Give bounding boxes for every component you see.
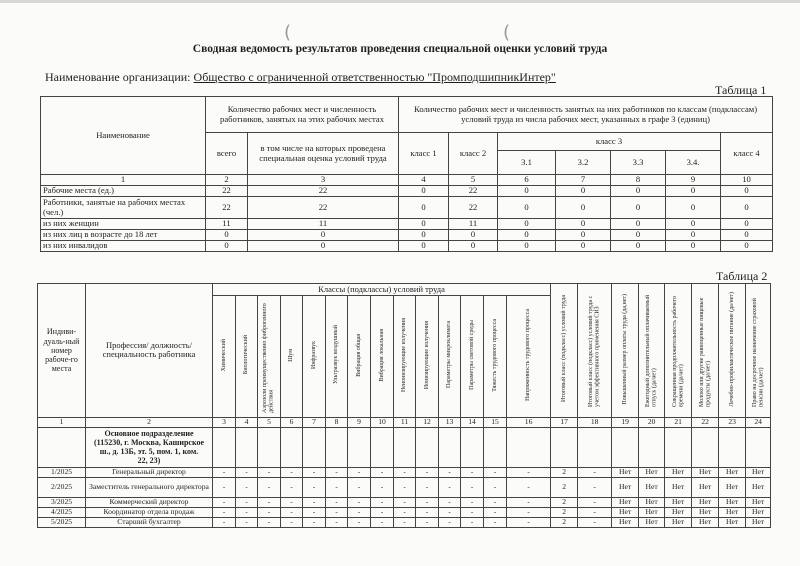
guarantee-value: Нет — [639, 517, 665, 527]
col-num: 3 — [248, 175, 399, 186]
factor-class: - — [213, 467, 236, 477]
factor-class: - — [394, 507, 416, 517]
row-name: из них инвалидов — [41, 241, 206, 252]
scan-edge — [0, 0, 800, 3]
header-class-3-2: 3.2 — [556, 151, 611, 175]
col-num: 4 — [236, 417, 258, 427]
factor-class: - — [236, 507, 258, 517]
factor-class: - — [326, 477, 348, 497]
cell: 0 — [248, 230, 399, 241]
factor-class: - — [461, 467, 484, 477]
factor-class: - — [507, 517, 551, 527]
guarantee-value: Нет — [612, 467, 639, 477]
col-num: 6 — [498, 175, 556, 186]
factor-class: - — [236, 517, 258, 527]
cell: 0 — [498, 230, 556, 241]
final-class-siz: - — [578, 517, 612, 527]
table-row — [38, 467, 771, 477]
cell: 0 — [721, 230, 773, 241]
col-num: 18 — [578, 417, 612, 427]
header-class2: класс 2 — [449, 133, 498, 175]
factor-class: - — [439, 497, 461, 507]
cell: 0 — [611, 219, 666, 230]
row-name: из них лиц в возрасте до 18 лет — [41, 230, 206, 241]
col-num: 9 — [348, 417, 371, 427]
header-classes-group: Классы (подклассы) условий труда — [213, 284, 551, 296]
factor-class: - — [236, 477, 258, 497]
header-profession: Профессия/ должность/ специальность работника — [86, 284, 213, 418]
factor-class: - — [507, 477, 551, 497]
header-class4: класс 4 — [721, 133, 773, 175]
cell: 0 — [556, 197, 611, 219]
guarantee-value: Нет — [665, 507, 692, 517]
header-factor: Шум — [281, 296, 303, 418]
cell: 0 — [666, 230, 721, 241]
col-num: 14 — [461, 417, 484, 427]
workplace-id: 1/2025 — [38, 467, 86, 477]
cell: 0 — [498, 219, 556, 230]
header-workplace-id: Индиви-дуаль-ный номер рабоче-го места — [38, 284, 86, 418]
factor-class: - — [281, 467, 303, 477]
factor-class: - — [371, 497, 394, 507]
factor-class: - — [371, 517, 394, 527]
table-row — [38, 477, 771, 497]
cell: 0 — [399, 197, 449, 219]
col-num: 1 — [41, 175, 206, 186]
factor-class: - — [326, 517, 348, 527]
guarantee-value: Нет — [612, 517, 639, 527]
column-number-row — [41, 175, 773, 186]
header-factor: Вибрация общая — [348, 296, 371, 418]
cell: 0 — [206, 230, 248, 241]
col-num: 13 — [439, 417, 461, 427]
guarantee-value: Нет — [746, 467, 771, 477]
guarantee-value: Нет — [612, 477, 639, 497]
factor-class: - — [348, 507, 371, 517]
final-class-siz: - — [578, 497, 612, 507]
col-num: 5 — [449, 175, 498, 186]
factor-class: - — [371, 467, 394, 477]
header-factor: Химический — [213, 296, 236, 418]
factor-class: - — [348, 497, 371, 507]
guarantee-value: Нет — [746, 507, 771, 517]
cell: 22 — [248, 197, 399, 219]
table-row — [38, 497, 771, 507]
col-num: 24 — [746, 417, 771, 427]
guarantee-value: Нет — [746, 477, 771, 497]
row-name: из них женщин — [41, 219, 206, 230]
factor-class: - — [507, 497, 551, 507]
header-factor: Параметры микроклимата — [439, 296, 461, 418]
factor-class: - — [258, 507, 281, 517]
profession: Коммерческий директор — [86, 497, 213, 507]
table-row — [41, 186, 773, 197]
cell: 0 — [399, 230, 449, 241]
col-num: 12 — [416, 417, 439, 427]
header-assessed: в том числе на которых проведена специальная оценка условий труда — [248, 133, 399, 175]
profession: Старший бухгалтер — [86, 517, 213, 527]
table1-label: Таблица 1 — [715, 83, 767, 97]
header-class-3-1: 3.1 — [498, 151, 556, 175]
col-num: 2 — [206, 175, 248, 186]
final-class-siz: - — [578, 477, 612, 497]
header-factor: Ультразвук воздушный — [326, 296, 348, 418]
factor-class: - — [394, 477, 416, 497]
col-num: 7 — [303, 417, 326, 427]
cell: 0 — [498, 197, 556, 219]
table2-label: Таблица 2 — [716, 269, 768, 283]
header-factor: Биологический — [236, 296, 258, 418]
col-num: 23 — [719, 417, 746, 427]
col-num: 8 — [611, 175, 666, 186]
factor-class: - — [461, 477, 484, 497]
factor-class: - — [507, 467, 551, 477]
col-num: 9 — [666, 175, 721, 186]
cell: 0 — [721, 241, 773, 252]
cell: 0 — [449, 230, 498, 241]
factor-class: - — [416, 507, 439, 517]
factor-class: - — [303, 517, 326, 527]
col-num: 8 — [326, 417, 348, 427]
guarantee-value: Нет — [692, 467, 719, 477]
workplace-table — [37, 283, 771, 528]
factor-class: - — [484, 497, 507, 507]
guarantee-value: Нет — [665, 497, 692, 507]
cell: 0 — [449, 241, 498, 252]
header-final-class-siz: Итоговый класс (подкласс) условий труда с учетом эффективного применения СИЗ — [578, 284, 612, 418]
profession: Генеральный директор — [86, 467, 213, 477]
factor-class: - — [326, 467, 348, 477]
header-classes-group: Количество рабочих мест и численность занятых на них работников по классам (подклассам) условий труда из числа рабочих мест, указанных в графе 3 (единиц) — [399, 97, 773, 133]
factor-class: - — [348, 467, 371, 477]
factor-class: - — [303, 477, 326, 497]
header-factor: Напряженность трудового процесса — [507, 296, 551, 418]
factor-class: - — [439, 507, 461, 517]
row-name: Рабочие места (ед.) — [41, 186, 206, 197]
cell: 0 — [556, 219, 611, 230]
workplace-id: 3/2025 — [38, 497, 86, 507]
factor-class: - — [394, 467, 416, 477]
guarantee-value: Нет — [665, 517, 692, 527]
table-row — [41, 230, 773, 241]
factor-class: - — [507, 507, 551, 517]
table-row — [38, 507, 771, 517]
factor-class: - — [371, 477, 394, 497]
guarantee-value: Нет — [692, 507, 719, 517]
col-num: 7 — [556, 175, 611, 186]
cell: 0 — [611, 241, 666, 252]
cell: 11 — [449, 219, 498, 230]
org-label: Наименование организации: — [45, 70, 191, 84]
section-row — [38, 427, 771, 467]
col-num: 10 — [371, 417, 394, 427]
cell: 0 — [399, 186, 449, 197]
col-num: 11 — [394, 417, 416, 427]
organization-line — [45, 70, 556, 85]
header-name: Наименование — [41, 97, 206, 175]
factor-class: - — [348, 477, 371, 497]
guarantee-value: Нет — [639, 497, 665, 507]
factor-class: - — [281, 477, 303, 497]
cell: 0 — [248, 241, 399, 252]
header-early-pension: Право на досрочное назначение страховой пенсии (да/нет) — [746, 284, 771, 418]
row-name: Работники, занятые на рабочих местах (чел.) — [41, 197, 206, 219]
table-row — [38, 517, 771, 527]
header-factor: Аэрозоли преимущественно фиброгенного действия — [258, 296, 281, 418]
cell: 0 — [399, 219, 449, 230]
col-num: 6 — [281, 417, 303, 427]
factor-class: - — [348, 517, 371, 527]
cell: 0 — [556, 230, 611, 241]
workplace-id: 5/2025 — [38, 517, 86, 527]
cell: 22 — [206, 197, 248, 219]
header-class-3-3: 3.3 — [611, 151, 666, 175]
guarantee-value: Нет — [639, 467, 665, 477]
factor-class: - — [416, 517, 439, 527]
summary-table — [40, 96, 773, 252]
final-class: 2 — [551, 477, 578, 497]
cell: 0 — [399, 241, 449, 252]
col-num: 19 — [612, 417, 639, 427]
cell: 11 — [206, 219, 248, 230]
col-num: 3 — [213, 417, 236, 427]
factor-class: - — [439, 517, 461, 527]
guarantee-value: Нет — [612, 507, 639, 517]
factor-class: - — [326, 507, 348, 517]
factor-class: - — [416, 467, 439, 477]
header-factor: Тяжесть трудового процесса — [484, 296, 507, 418]
header-class-3-4: 3.4. — [666, 151, 721, 175]
header-factor: Параметры световой среды — [461, 296, 484, 418]
factor-class: - — [461, 507, 484, 517]
cell: 0 — [611, 186, 666, 197]
table-row — [41, 197, 773, 219]
factor-class: - — [394, 497, 416, 507]
guarantee-value: Нет — [692, 517, 719, 527]
punch-mark-right: ( — [503, 22, 511, 43]
document-title: Сводная ведомость результатов проведения специальной оценки условий труда — [192, 43, 608, 55]
factor-class: - — [213, 497, 236, 507]
profession: Заместитель генерального директора — [86, 477, 213, 497]
col-num: 15 — [484, 417, 507, 427]
factor-class: - — [258, 477, 281, 497]
cell: 0 — [721, 197, 773, 219]
final-class: 2 — [551, 467, 578, 477]
factor-class: - — [371, 507, 394, 517]
final-class-siz: - — [578, 507, 612, 517]
factor-class: - — [439, 477, 461, 497]
col-num: 17 — [551, 417, 578, 427]
factor-class: - — [258, 497, 281, 507]
table-row — [41, 219, 773, 230]
guarantee-value: Нет — [719, 477, 746, 497]
factor-class: - — [439, 467, 461, 477]
header-extra-leave: Ежегодный дополнительный оплачиваемый отпуск (да/нет) — [639, 284, 665, 418]
header-milk: Молоко или другие равноценные пищевые продукты (да/нет) — [692, 284, 719, 418]
factor-class: - — [213, 507, 236, 517]
factor-class: - — [484, 477, 507, 497]
final-class: 2 — [551, 497, 578, 507]
factor-class: - — [281, 507, 303, 517]
factor-class: - — [258, 467, 281, 477]
col-num: 10 — [721, 175, 773, 186]
cell: 0 — [556, 241, 611, 252]
cell: 0 — [666, 186, 721, 197]
col-num: 2 — [86, 417, 213, 427]
guarantee-value: Нет — [692, 477, 719, 497]
factor-class: - — [281, 517, 303, 527]
guarantee-value: Нет — [746, 497, 771, 507]
header-factor: Вибрация локальная — [371, 296, 394, 418]
guarantee-value: Нет — [639, 477, 665, 497]
factor-class: - — [461, 517, 484, 527]
header-class3: класс 3 — [498, 133, 721, 151]
factor-class: - — [461, 497, 484, 507]
punch-mark-left: ( — [284, 22, 292, 43]
cell: 11 — [248, 219, 399, 230]
header-extra-pay: Повышенный размер оплаты труда (да,нет) — [612, 284, 639, 418]
factor-class: - — [484, 467, 507, 477]
col-num: 1 — [38, 417, 86, 427]
col-num: 22 — [692, 417, 719, 427]
header-workplaces-group: Количество рабочих мест и численность работников, занятых на этих рабочих местах — [206, 97, 399, 133]
cell: 0 — [556, 186, 611, 197]
header-final-class: Итоговый класс (подкласс) условий труда — [551, 284, 578, 418]
guarantee-value: Нет — [719, 507, 746, 517]
factor-class: - — [281, 497, 303, 507]
cell: 22 — [449, 197, 498, 219]
guarantee-value: Нет — [665, 467, 692, 477]
profession: Координатор отдела продаж — [86, 507, 213, 517]
col-num: 20 — [639, 417, 665, 427]
cell: 22 — [206, 186, 248, 197]
factor-class: - — [394, 517, 416, 527]
guarantee-value: Нет — [639, 507, 665, 517]
factor-class: - — [258, 517, 281, 527]
col-num: 5 — [258, 417, 281, 427]
header-factor: Неионизирующие излучения — [394, 296, 416, 418]
final-class: 2 — [551, 507, 578, 517]
factor-class: - — [213, 477, 236, 497]
factor-class: - — [484, 507, 507, 517]
header-therapeutic-food: Лечебно-профилактическое питание (да/нет) — [719, 284, 746, 418]
guarantee-value: Нет — [612, 497, 639, 507]
cell: 0 — [498, 241, 556, 252]
guarantee-value: Нет — [665, 477, 692, 497]
factor-class: - — [326, 497, 348, 507]
workplace-id: 2/2025 — [38, 477, 86, 497]
cell: 0 — [721, 186, 773, 197]
table-row — [41, 241, 773, 252]
guarantee-value: Нет — [719, 497, 746, 507]
factor-class: - — [236, 497, 258, 507]
guarantee-value: Нет — [692, 497, 719, 507]
cell: 0 — [666, 219, 721, 230]
factor-class: - — [213, 517, 236, 527]
cell: 0 — [666, 241, 721, 252]
org-name: Общество с ограниченной ответственностью "ПромподшипникИнтер" — [193, 70, 556, 84]
final-class: 2 — [551, 517, 578, 527]
guarantee-value: Нет — [719, 517, 746, 527]
guarantee-value: Нет — [719, 467, 746, 477]
cell: 22 — [449, 186, 498, 197]
factor-class: - — [484, 517, 507, 527]
section-name: Основное подразделение (115230, г. Москва, Каширское ш., д. 13Б, эт. 5, пом. 1, ком. 22, 23) — [86, 427, 213, 467]
col-num: 16 — [507, 417, 551, 427]
cell: 22 — [248, 186, 399, 197]
header-factor: Ионизирующие излучения — [416, 296, 439, 418]
header-class1: класс 1 — [399, 133, 449, 175]
col-num: 4 — [399, 175, 449, 186]
header-factor: Инфразвук — [303, 296, 326, 418]
cell: 0 — [206, 241, 248, 252]
col-num: 21 — [665, 417, 692, 427]
header-total: всего — [206, 133, 248, 175]
cell: 0 — [498, 186, 556, 197]
factor-class: - — [416, 477, 439, 497]
factor-class: - — [303, 467, 326, 477]
cell: 0 — [611, 230, 666, 241]
cell: 0 — [611, 197, 666, 219]
cell: 0 — [721, 219, 773, 230]
factor-class: - — [416, 497, 439, 507]
header-short-hours: Сокращенная продолжительность рабочего времени (да/нет) — [665, 284, 692, 418]
workplace-id: 4/2025 — [38, 507, 86, 517]
factor-class: - — [303, 507, 326, 517]
final-class-siz: - — [578, 467, 612, 477]
guarantee-value: Нет — [746, 517, 771, 527]
column-number-row — [38, 417, 771, 427]
factor-class: - — [303, 497, 326, 507]
factor-class: - — [236, 467, 258, 477]
cell: 0 — [666, 197, 721, 219]
